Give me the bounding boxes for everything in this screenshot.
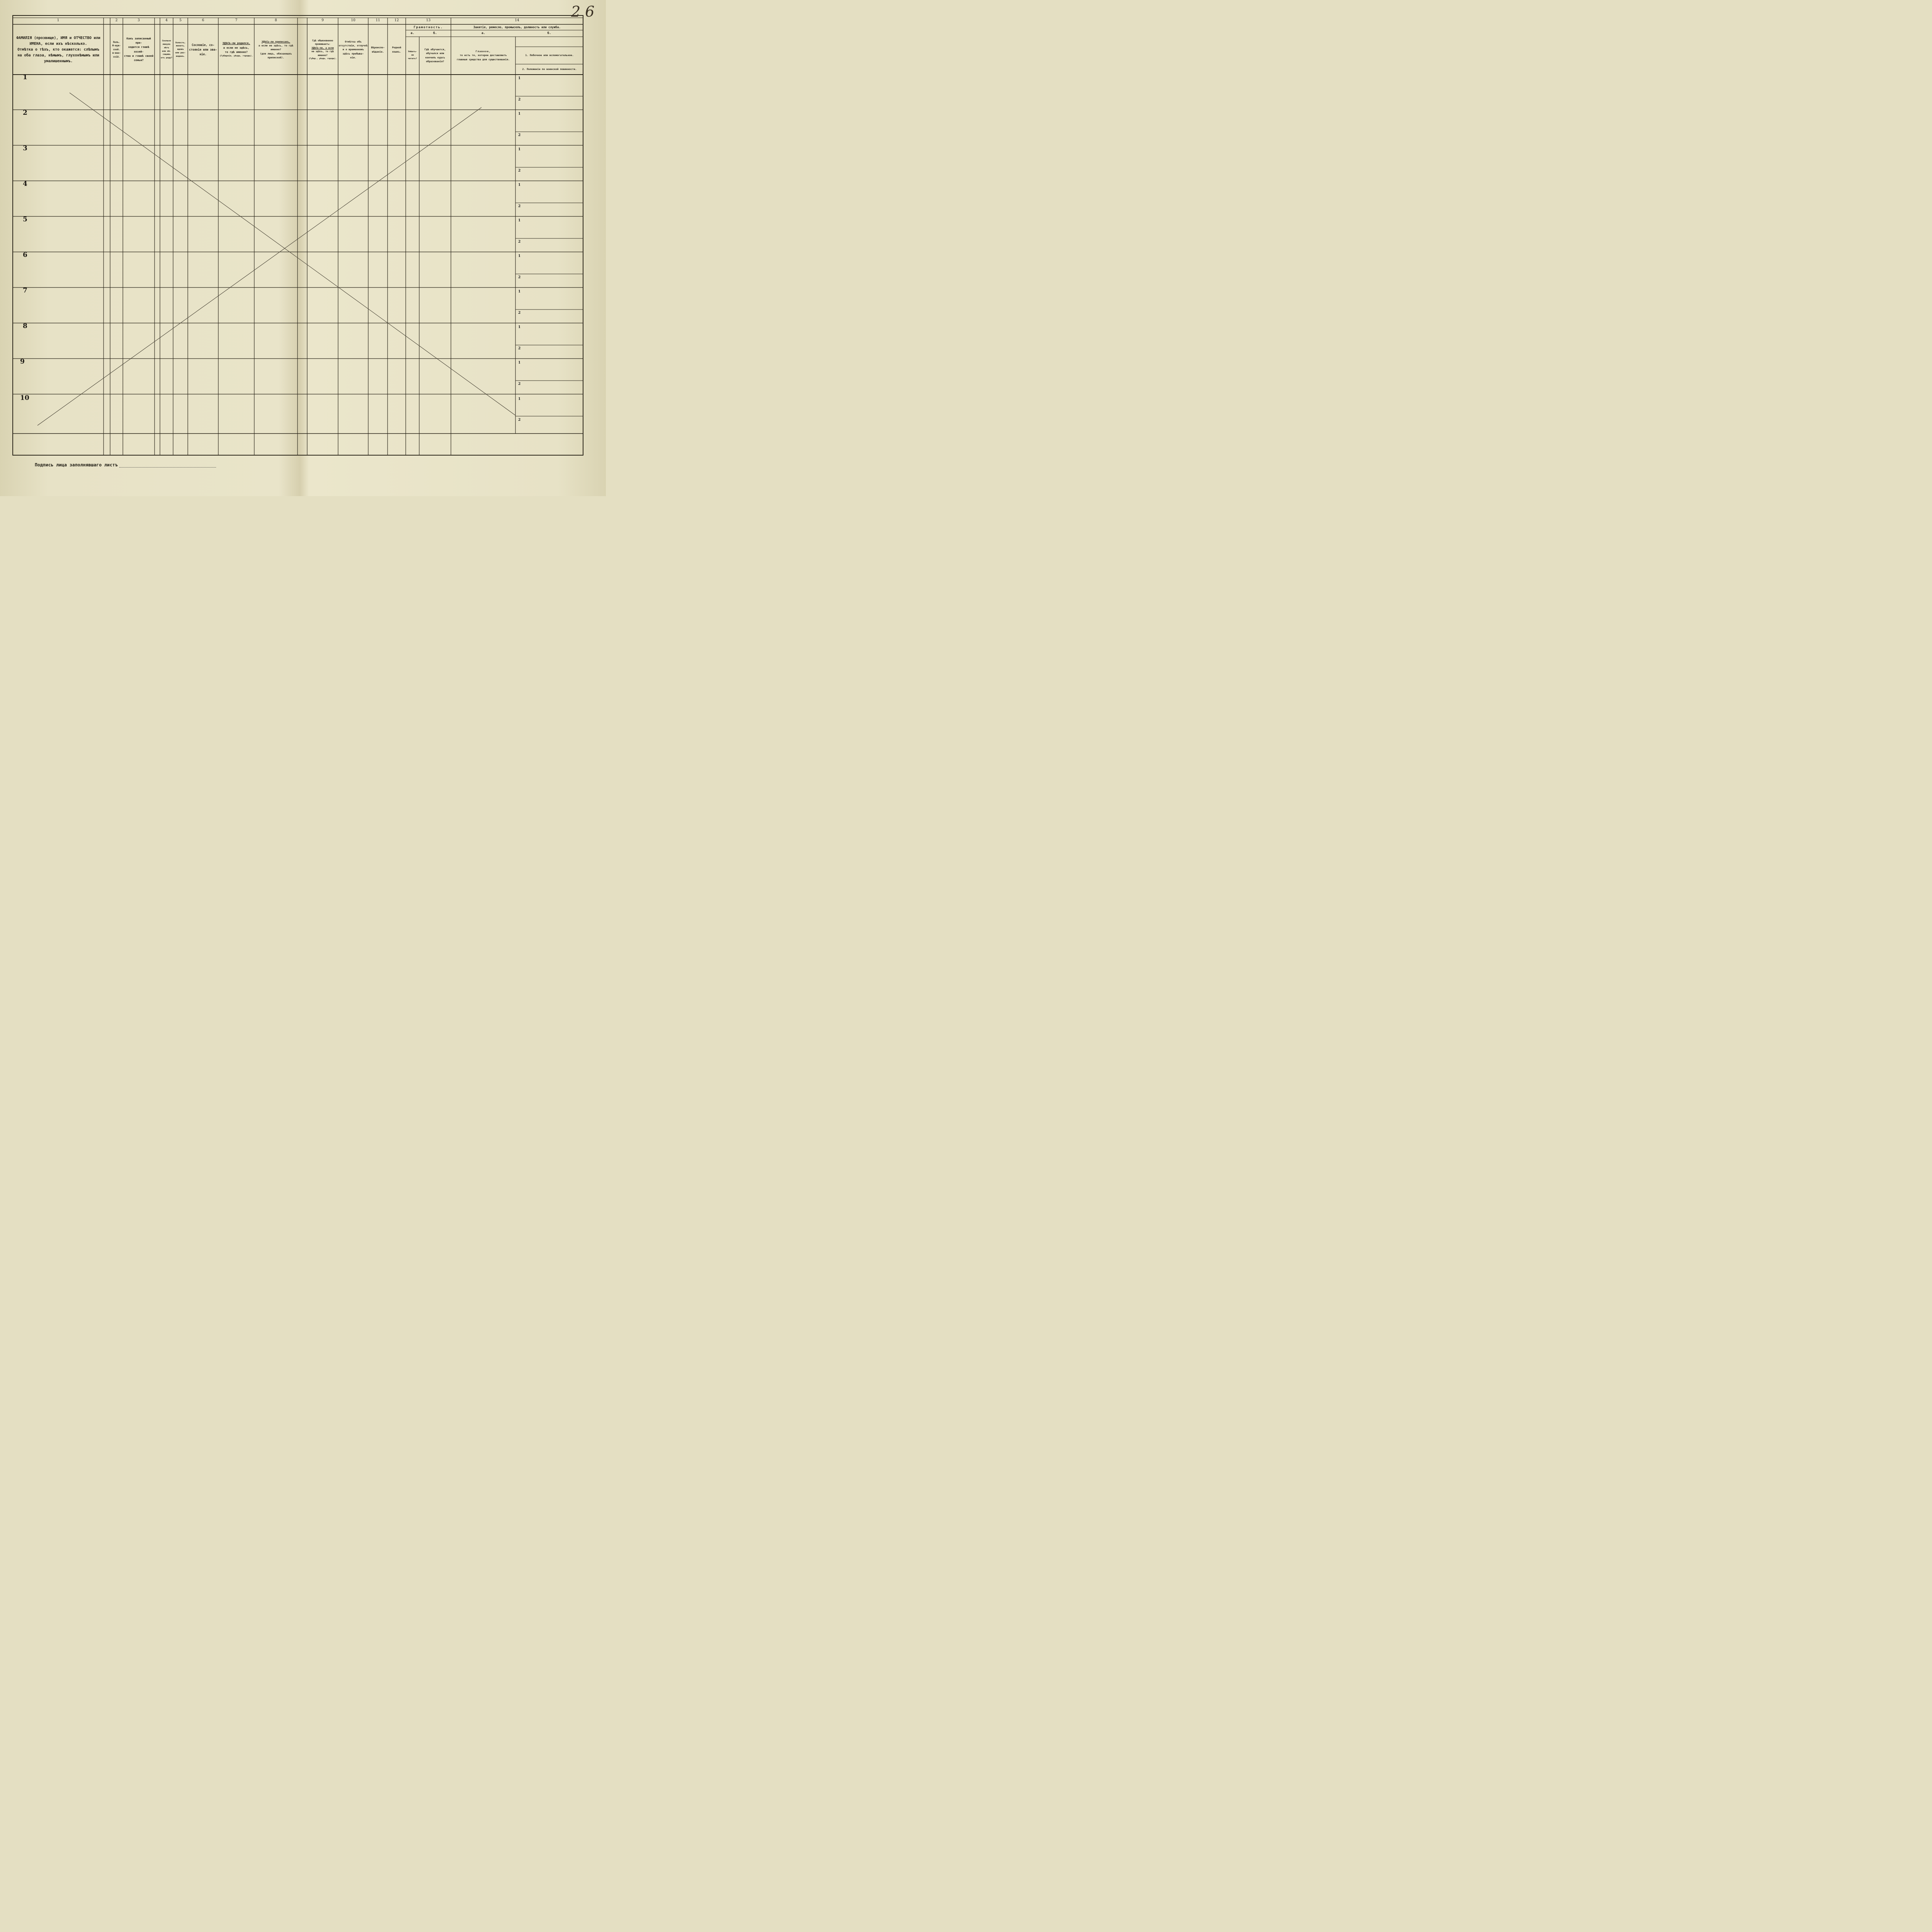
column-number-7: 7	[235, 19, 238, 22]
column-number-8: 8	[275, 19, 277, 22]
header-relation-column: Какъ записанный при- ходится главѣ хозяй- ства и главѣ своей семьи?	[124, 37, 153, 62]
header-literacy-reads-column: Умѣетъ- ли читать?	[408, 51, 417, 60]
subrow-label-6-1: 1	[518, 254, 521, 258]
header-name-column: ФАМИЛІЯ (прозвище), ИМЯ и ОТЧЕСТВО или ИМЕНА, если ихъ нѣсколько. Отмѣтка о тѣхъ, кто окажется: слѣпымъ на оба глаза, нѣмымъ, глухонѣмымъ или умалишеннымъ.	[16, 36, 100, 64]
census-form-grid	[0, 0, 606, 496]
subrow-label-10-1: 1	[518, 397, 521, 401]
form-outer-border	[13, 15, 583, 455]
signature-label: Подпись лица заполнявшаго листъ	[35, 462, 118, 468]
row-number-2: 2	[23, 109, 27, 117]
header-marital-column: Холостъ, женатъ, вдовъ или раз- веденъ.	[175, 41, 186, 58]
strike-through-diagonals	[37, 93, 515, 425]
row-number-1: 1	[23, 73, 27, 81]
header-birthplace-column: ЗДѢСЬ-ли родился, а если не здѣсь, то гдѣ именно? (Губернія, уѣздъ, городъ).	[219, 42, 253, 57]
header-occupation-title: Занятіе, ремесло, промыселъ, должность или служба.	[473, 26, 561, 29]
row-number-7: 7	[23, 287, 27, 294]
subrow-label-9-1: 1	[518, 361, 521, 365]
header-registration-column: ЗДѢСЬ-ли приписанъ, а если не здѣсь, то гдѣ именно? (для лицъ, обязанныхъ припиской).	[258, 40, 293, 60]
column-separators	[104, 18, 515, 455]
header-language-column: Родной языкъ.	[392, 46, 401, 53]
row-number-4: 4	[23, 180, 27, 188]
column-number-4: 4	[165, 19, 168, 22]
subrow-label-1-1: 1	[518, 77, 521, 80]
column-number-6: 6	[202, 19, 204, 22]
header-literacy-education-column: Гдѣ обучается, обучался или кончилъ курсъ образованія?	[424, 48, 446, 63]
header-occupation-a-label: а.	[481, 31, 485, 35]
header-literacy-b-label: б.	[433, 31, 437, 35]
row-number-9: 9	[20, 358, 25, 366]
header-literacy-a-label: а.	[410, 31, 415, 35]
subrow-label-7-2: 2	[518, 311, 521, 315]
signature-line	[119, 463, 216, 468]
column-number-11: 11	[376, 19, 380, 22]
column-number-5: 5	[179, 19, 182, 22]
subrow-label-9-2: 2	[518, 382, 521, 386]
subrow-label-2-1: 1	[518, 112, 521, 116]
column-number-13: 13	[426, 19, 431, 22]
row-number-8: 8	[23, 322, 27, 330]
header-estate-column: Сословіе, со- стояніе или зва- ніе.	[189, 43, 217, 56]
column-number-10: 10	[351, 19, 355, 22]
row-number-6: 6	[23, 251, 27, 259]
subrow-label-2-2: 2	[518, 133, 521, 137]
header-occupation-secondary: 1. Побочное или вспомогательное.	[525, 54, 574, 57]
subrow-label-5-2: 2	[518, 240, 521, 244]
diagonal-stroke-descending	[70, 93, 515, 415]
column-number-14: 14	[515, 19, 519, 22]
diagonal-stroke-ascending	[37, 107, 481, 425]
subrow-label-1-2: 2	[518, 98, 521, 102]
subrow-label-8-2: 2	[518, 347, 521, 350]
header-military-status: 2. Положеніе по воинской повинности.	[522, 68, 577, 71]
header-sex-column: Полъ. М-муж- ской. ж-жен- скій.	[112, 41, 121, 58]
column-number-1: 1	[57, 19, 60, 22]
subrow-label-3-1: 1	[518, 148, 521, 151]
subrow-label-4-2: 2	[518, 204, 521, 208]
subrow-label-6-2: 2	[518, 276, 521, 279]
header-literacy-title: Грамотность.	[413, 25, 443, 29]
column-number-9: 9	[321, 19, 324, 22]
subrow-label-8-1: 1	[518, 325, 521, 329]
column-number-3: 3	[138, 19, 140, 22]
header-absence-column: Отмѣтка объ отсутствіи, отлучкѣ и о временномъ здѣсь пребыва- ніи.	[338, 40, 368, 60]
header-residence-column: Гдѣ обыкновенно проживаетъ: ЗДѢСЬ-ли, а если не здѣсь, то гдѣ именно? (Губер., уѣздъ, городъ).	[308, 39, 337, 60]
column-number-2: 2	[115, 19, 118, 22]
page-number: 2 6	[571, 3, 595, 20]
signature-field	[35, 462, 216, 468]
row-number-10: 10	[20, 394, 29, 402]
row-number-5: 5	[23, 216, 27, 223]
subrow-label-5-1: 1	[518, 219, 521, 223]
header-occupation-main-column: Главное, то есть то, которое доставляетъ главныя средства для существованія.	[457, 49, 510, 61]
header-age-column: Сколько минуло лѣтъ или мѣ- сяцевъ отъ роду?	[161, 40, 172, 60]
subrow-label-7-1: 1	[518, 290, 521, 294]
subrow-label-3-2: 2	[518, 169, 521, 173]
header-occupation-b-label: б.	[547, 31, 551, 35]
subrow-label-4-1: 1	[518, 183, 521, 187]
header-religion-column: Вѣроиспо- вѣданіе.	[371, 46, 385, 53]
column-number-12: 12	[394, 19, 399, 22]
subrow-separators	[515, 96, 583, 416]
row-separators	[13, 110, 583, 394]
row-number-3: 3	[23, 145, 27, 152]
subrow-label-10-2: 2	[518, 418, 521, 422]
